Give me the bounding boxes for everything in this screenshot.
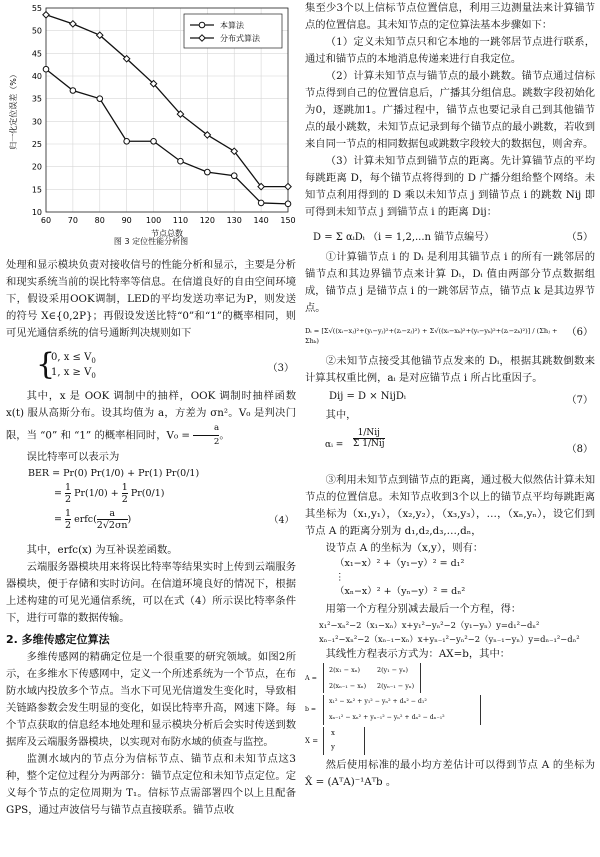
y-tick-label: 40 — [31, 72, 42, 81]
paragraph: 其线性方程表示方式为：AX=b，其中： — [325, 648, 511, 660]
paragraph: 用第一个方程分别减去最后一个方程，得： — [325, 603, 522, 615]
x-tick-label: 80 — [94, 216, 105, 225]
equation-4: BER = Pr(0) Pr(1/0) + Pr(1) Pr(0/1) = $\frac{1}{2}$ Pr(1/0) + $\frac{1}{2}$ Pr(0/1) = $\frac{1}{2}$ erfc( $\frac{a}{2√2\sigma n}$ ) （4） — [28, 468, 294, 531]
y-tick-label: 15 — [31, 185, 42, 195]
data-point — [205, 169, 211, 175]
figure-caption: 图 3 定位性能分析图 — [113, 237, 189, 246]
equation-3: { 0, $x \le V_0$ 1, $x \ge V_0$ （3） — [36, 347, 294, 382]
paragraph: 监测水域内的节点分为信标节点、锚节点和未知节点这3种，整个定位过程分为两部分：锚节点定位和未知节点定位。定义每个节点的定位周期为 T₁。信标节点需部署四个以上且配备 GPS，通过声波信号与锚节点直接联系。锚节点收 — [6, 753, 296, 816]
right-column — [305, 0, 595, 791]
step-2: （2）计算未知节点与锚节点的最小跳数。锚节点通过信标节点得到自己的位置信息后，广播其分组信息。跳数字段初始化为0，逐跳加1。广播过程中，锚节点也要记录自己到其他锚节点的最小跳数，未知节点记录到每个锚节点的最小跳数，若收到来自同一节点的相同数据包或跳数字段较大的数据包，则舍弃。 — [305, 70, 595, 150]
matrix-A: A = 2(x₁ − xₙ) 2(y₁ − yₙ) 2(xₙ₋₁ − xₙ) 2(yₙ₋₁ − yₙ) — [305, 663, 595, 695]
x-tick-label: 60 — [40, 216, 52, 225]
paragraph: 多维传感网的精确定位是一个很重要的研究领域。如图2所示，在多维水下传感网中，定义一个所述系统为一个节点，在布防水域内投放多个节点。当水下可见光信道发生变化时，导致相关链路参数会发生明显的变化，如误比特率升高，网速下降。每个节点获取的信息经本地处理和显示模块分析后会实时传送到数据库及云端服务器模块，以实现对布防水域的侦查与监控。 — [6, 651, 296, 748]
y-tick-label: 25 — [31, 140, 42, 149]
x-tick-label: 70 — [67, 216, 78, 225]
x-axis-label: 节点总数 — [151, 229, 183, 238]
vector-b: b = x₁² − xₙ² + y₁² − yₙ² + dₙ² − d₁² xₙ₋₁² − xₙ² + yₙ₋₁² − yₙ² + dₙ² − dₙ₋₁² — [305, 695, 595, 727]
y-tick-label: 35 — [31, 94, 42, 104]
equation-8: αᵢ = 1/Nij Σ 1/Nij （8） — [325, 428, 593, 455]
paragraph: 其中，x 是 OOK 调制中的抽样，OOK 调制时抽样函数 x(t) 服从高斯分布。设其均值为 a，方差为 σn²。V₀ 是判决门限，当 “0” 和 “1” 的概率相同时，V₀ = $\frac{a}{2}$ 。 — [6, 390, 296, 447]
data-point — [178, 158, 184, 164]
x-tick-label: 90 — [121, 216, 132, 225]
data-point — [43, 66, 49, 72]
y-tick-label: 55 — [31, 4, 42, 13]
data-point — [70, 21, 76, 27]
paragraph: 其中， — [325, 409, 357, 421]
y-tick-label: 50 — [31, 26, 42, 36]
data-point — [43, 12, 49, 18]
y-tick-label: 10 — [31, 208, 42, 217]
legend-label: 本算法 — [220, 21, 244, 30]
paragraph: 其中，erfc(x) 为互补误差函数。 — [26, 544, 178, 556]
y-tick-label: 30 — [31, 117, 42, 127]
x-tick-label: 120 — [199, 216, 215, 225]
paragraph: 集至少3个以上信标节点位置信息，利用三边测量法来计算锚节点的位置信息。其未知节点的定位算法基本步骤如下： — [305, 2, 595, 31]
paragraph: 误比特率可以表示为 — [26, 451, 120, 463]
step-3: （3）计算未知节点到锚节点的距离。先计算锚节点的平均每跳距离 D，每个锚节点将得到的 D 广播分组给整个网络。未知节点利用得到的 D 乘以未知节点 j 到锚节点 i 的跳数 Nij 即可得到未知节点 j 到锚节点 i 的距离 Dij： — [305, 155, 595, 218]
x-tick-label: 140 — [253, 216, 269, 225]
x-tick-label: 100 — [145, 216, 162, 225]
x-tick-label: 110 — [172, 216, 189, 225]
y-tick-label: 45 — [31, 49, 42, 59]
equation-system: （x₁−x）² +（y₁−y）² = d₁² ⋮ （xₙ−x）² +（yₙ−y）² = dₙ² — [335, 558, 466, 597]
paragraph: ③利用未知节点到锚节点的距离，通过极大似然估计算未知节点的位置信息。未知节点收到3个以上的锚节点平均每跳距离其坐标为（x₁,y₁），（x₂,y₂），（x₃,y₃），…，（xₙ,yₙ），设它们到节点 A 的距离分别为 d₁,d₂,d₃,…,dₙ， — [305, 474, 595, 537]
section-heading: 2. 多维传感定位算法 — [6, 633, 110, 646]
equation-differences: x₁²−xₙ²−2（x₁−xₙ）x+y₁²−yₙ²−2（y₁−yₙ）y=d₁²−dₙ² xₙ₋₁²−xₙ²−2（xₙ₋₁−xₙ）x+yₙ₋₁²−yₙ²−2（yₙ₋₁−yₙ）y=dₙ₋₁²−dₙ² — [319, 620, 580, 644]
equation-6: Dᵢ = [Σ√((xᵢ−xⱼ)²+(yᵢ−yⱼ)²+(zᵢ−zⱼ)²) + Σ√((xᵢ−xₖ)²+(yᵢ−yₖ)²+(zᵢ−zₖ)²)] / (Σhⱼ + Σhₖ) （6） — [305, 327, 593, 345]
step-1: （1）定义未知节点只和它本地的一跳邻居节点进行联系，通过和锚节点的本地消息传递来进行自我定位。 — [305, 36, 595, 65]
series-line — [46, 69, 288, 204]
data-point — [97, 96, 103, 102]
data-point — [231, 173, 237, 179]
legend-label: 分布式算法 — [220, 34, 260, 43]
data-point — [285, 201, 291, 207]
x-tick-label: 150 — [280, 216, 296, 225]
x-tick-label: 130 — [226, 216, 242, 225]
performance-chart — [6, 0, 296, 240]
data-point — [258, 200, 264, 206]
paragraph: 然后使用标准的最小均方差估计可以得到节点 A 的坐标为 X̂ = (AᵀA)⁻¹Aᵀb 。 — [305, 759, 595, 788]
paragraph: 设节点 A 的坐标为（x,y），则有： — [325, 542, 484, 554]
data-point — [70, 88, 76, 94]
equation-5: D = Σ αᵢDᵢ （i = 1,2,...n 锚节点编号） （5） — [313, 232, 593, 243]
y-tick-label: 20 — [31, 162, 42, 172]
paragraph: 云端服务器模块用来将误比特率等结果实时上传到云端服务器模块，便于存储和实时访问。在信道环境良好的情况下，根据上述构建的可见光通信系统，可以在式（4）所示误比特率条件下，进行可靠的数据传输。 — [6, 561, 296, 624]
data-point — [124, 138, 130, 144]
paragraph: ①计算锚节点 i 的 Dᵢ 是利用其锚节点 i 的所有一跳邻居的锚节点和其边界锚节点来计算 Dᵢ，Dᵢ 值由两部分节点数据组成，锚节点 j 是锚节点 i 的一跳邻居节点，锚节点 k 是其边界节点。 — [305, 251, 595, 314]
equation-7: Dij = D × NijDᵢ （7） — [329, 391, 593, 406]
y-axis-label: 归一化定位误差（%） — [9, 70, 18, 150]
left-column — [6, 0, 296, 819]
data-point — [285, 183, 291, 189]
data-point — [151, 138, 157, 144]
paragraph: ②未知节点接受其他锚节点发来的 Dᵢ，根据其跳数倒数来计算其权重比例，aᵢ 是对应锚节点 i 所占比重因子。 — [305, 355, 595, 384]
paragraph: 处理和显示模块负责对接收信号的性能分析和显示，主要是分析和现实系统当前的误比特率等信息。在信道良好的自由空间环境下，假设采用OOK调制，LED的平均发送功率记为P，则发送的符号 X∈{0,2P}；再假设发送比特“0”和“1”的概率相同，则可见光通信系统的信号通断判决规则如下 — [6, 259, 296, 339]
legend-marker — [199, 22, 205, 28]
vector-X: X = x y — [305, 727, 595, 757]
